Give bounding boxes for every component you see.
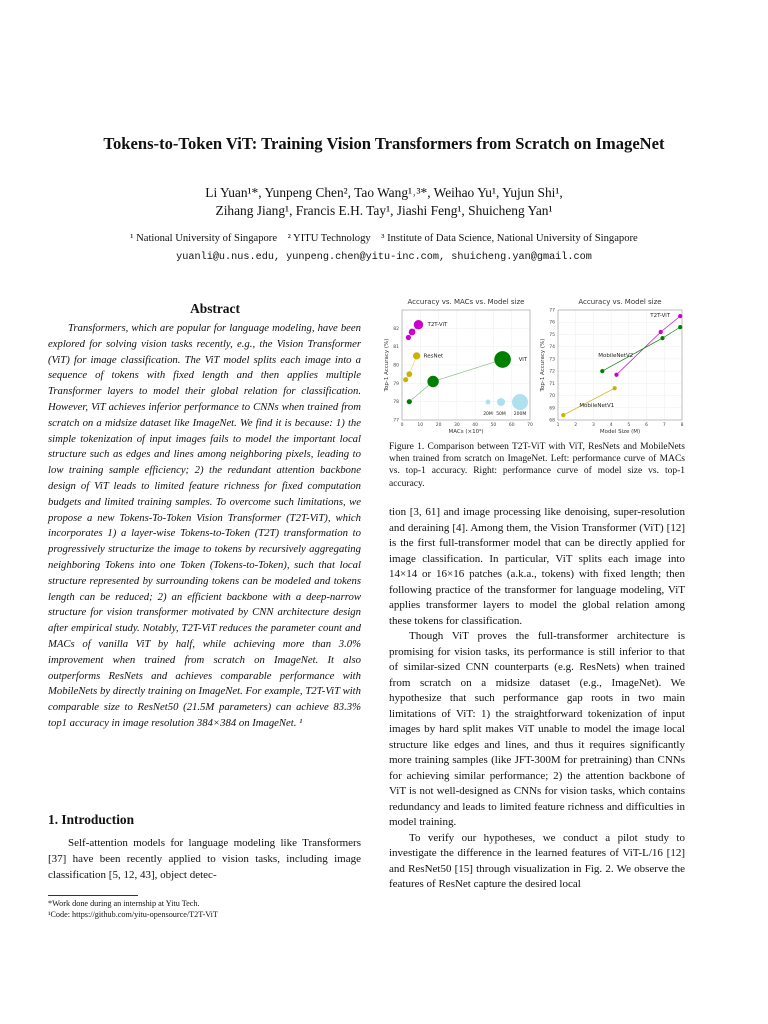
- size-legend-label: 200M: [513, 412, 527, 417]
- chart-macs-vs-accuracy: [384, 298, 533, 435]
- series-line: [602, 327, 680, 371]
- footnote-rule: [48, 895, 138, 896]
- x-tick-label: 50: [490, 423, 497, 428]
- x-tick-label: 2: [574, 423, 578, 428]
- y-tick-label: 74: [549, 345, 555, 351]
- series-label: T2T-ViT: [650, 313, 671, 320]
- y-tick-label: 77: [393, 418, 399, 424]
- footnote-1: *Work done during an internship at Yitu Tech.: [48, 899, 200, 908]
- y-tick-label: 75: [549, 332, 555, 338]
- data-point: [414, 320, 423, 329]
- y-tick-label: 78: [393, 400, 399, 406]
- authors-line-1: Li Yuan¹*, Yunpeng Chen², Tao Wang¹˒³*, Weihao Yu¹, Yujun Shi¹,: [205, 185, 563, 200]
- series-line: [616, 316, 680, 375]
- right-column-body: [389, 505, 685, 893]
- y-tick-label: 68: [549, 418, 555, 424]
- chart-title: Accuracy vs. Model size: [578, 298, 662, 306]
- y-tick-label: 79: [393, 381, 399, 387]
- x-tick-label: 3: [591, 423, 595, 428]
- data-point: [413, 352, 420, 359]
- series-line: [409, 360, 502, 402]
- series-label: T2T-ViT: [427, 322, 448, 329]
- y-tick-label: 70: [549, 394, 555, 400]
- section-heading-introduction: 1. Introduction: [48, 812, 135, 827]
- data-point: [409, 329, 416, 336]
- x-axis-label: Model Size (M): [599, 429, 641, 435]
- right-paragraph-2: Though ViT proves the full-transformer architecture is promising for vision tasks, its performance is still inferior to that of similar-sized CNN counterparts (e.g. ResNets) when trained from scratch on a midsize dataset (e.g., ImageNet). We hypothesize that such performance gap roots in two main limitations of ViT: 1) the straightforward tokenization of input images by hard split makes ViT unable to model the image local structure like edges and lines, and thus it requires significantly more training samples (like JFT-300M for pretraining) than CNNs for achieving similar performance; 2) the attention backbone of ViT is not well-designed as CNNs for vision tasks, which contains redundancy and leads to limited feature richness and difficulties in model training.: [389, 630, 685, 828]
- size-legend-bubble: [497, 398, 505, 406]
- data-point: [407, 399, 412, 404]
- y-axis-label: Top-1 Accuracy (%): [540, 338, 546, 392]
- data-point: [613, 386, 617, 390]
- series-line: [563, 388, 614, 415]
- author-emails: yuanli@u.nus.edu, yunpeng.chen@yitu-inc.com, shuicheng.yan@gmail.com: [176, 252, 592, 263]
- plot-frame: [558, 310, 682, 420]
- size-legend-label: 20M: [483, 412, 493, 417]
- y-tick-label: 69: [549, 406, 555, 412]
- abstract-body: [48, 321, 361, 732]
- x-tick-label: 4: [609, 423, 613, 428]
- y-tick-label: 81: [393, 345, 399, 351]
- y-tick-label: 76: [549, 320, 555, 326]
- figure-1: [384, 298, 688, 440]
- data-point: [678, 314, 682, 318]
- data-point: [600, 369, 604, 373]
- introduction-body: [48, 836, 361, 883]
- data-point: [678, 325, 682, 329]
- footnote-2: ¹Code: https://github.com/yitu-opensource/T2T-ViT: [48, 910, 218, 919]
- x-tick-label: 10: [417, 423, 424, 428]
- authors-line-2: Zihang Jiang¹, Francis E.H. Tay¹, Jiashi Feng¹, Shuicheng Yan¹: [215, 203, 553, 218]
- chart-modelsize-vs-accuracy: [540, 298, 684, 435]
- data-point: [494, 351, 511, 368]
- y-tick-label: 80: [393, 363, 399, 369]
- footnotes: [48, 898, 361, 920]
- x-axis-label: MACs (×10⁹): [448, 429, 484, 435]
- affiliations: ¹ National University of Singapore ² YITU Technology ³ Institute of Data Science, National University of Singapore: [130, 233, 638, 244]
- data-point: [406, 371, 412, 377]
- x-tick-label: 8: [680, 423, 684, 428]
- x-tick-label: 5: [627, 423, 631, 428]
- y-axis-label: Top-1 Accuracy (%): [384, 338, 390, 392]
- data-point: [614, 373, 618, 377]
- x-tick-label: 0: [400, 423, 404, 428]
- x-tick-label: 60: [508, 423, 515, 428]
- size-legend-bubble: [486, 400, 491, 405]
- y-tick-label: 71: [549, 381, 555, 387]
- data-point: [403, 377, 408, 382]
- x-tick-label: 70: [527, 423, 533, 428]
- intro-paragraph-1: Self-attention models for language modeling like Transformers [37] have been recently applied to vision tasks, including image classification [5, 12, 43], object detec-: [48, 837, 361, 881]
- data-point: [406, 335, 411, 340]
- y-tick-label: 82: [393, 326, 399, 332]
- size-legend-bubble: [512, 394, 528, 410]
- series-label: ResNet: [423, 353, 444, 360]
- right-paragraph-1: tion [3, 61] and image processing like denoising, super-resolution and deraining [4]. Among them, the Vision Transformer (ViT) [12] is the first full-transformer model that can be directly applied for image classification. In particular, ViT splits each image into 14×14 or 16×16 patches (a.k.a., tokens) with fixed length; then following practice of the transformer for language modeling, ViT applies transformer layers to model the global relation among these tokens for classification.: [389, 506, 685, 627]
- chart-title: Accuracy vs. MACs vs. Model size: [407, 298, 525, 306]
- figure-1-caption: Figure 1. Comparison between T2T-ViT with ViT, ResNets and MobileNets when trained from scratch on ImageNet. Left: performance curve of MACs vs. top-1 accuracy. Right: performance curve of model size vs. top-1 accuracy.: [389, 442, 685, 489]
- x-tick-label: 20: [435, 423, 442, 428]
- y-tick-label: 77: [549, 308, 555, 314]
- data-point: [659, 330, 663, 334]
- y-tick-label: 73: [549, 357, 555, 363]
- series-label: ViT: [518, 357, 528, 363]
- size-legend-label: 50M: [496, 412, 506, 417]
- data-point: [427, 376, 438, 387]
- data-point: [561, 413, 565, 417]
- right-paragraph-3: To verify our hypotheses, we conduct a pilot study to investigate the difference in the learned features of ViT-L/16 [12] and ResNet50 [15] through visualization in Fig. 2. We observe the features of ResNet capture the desired local: [389, 831, 685, 890]
- y-tick-label: 72: [549, 369, 555, 375]
- data-point: [660, 336, 664, 340]
- series-label: MobileNetV1: [579, 403, 615, 410]
- paper-title: Tokens-to-Token ViT: Training Vision Transformers from Scratch on ImageNet: [103, 134, 665, 153]
- x-tick-label: 7: [662, 423, 666, 428]
- x-tick-label: 1: [556, 423, 560, 428]
- abstract-heading: Abstract: [190, 301, 240, 316]
- x-tick-label: 6: [645, 423, 649, 428]
- x-tick-label: 30: [453, 423, 460, 428]
- series-label: MobileNetV2: [598, 353, 634, 360]
- x-tick-label: 40: [472, 423, 479, 428]
- abstract-text: Transformers, which are popular for language modeling, have been explored for solving vision tasks recently, e.g., the Vision Transformer (ViT) for image classification. The ViT model splits each image into a sequence of tokens with fixed length and then applies multiple Transformer layers to model their global relation for classification. However, ViT achieves inferior performance to CNNs when trained from scratch on a midsize dataset like ImageNet. We find it is because: 1) the simple tokenization of input images fails to model the important local structure such as edges and lines among neighboring pixels, leading to low training sample efficiency; 2) the redundant attention backbone design of ViT leads to limited feature richness for fixed computation budgets and limited training samples. To overcome such limitations, we propose a new Tokens-To-Token Vision Transformer (T2T-ViT), which incorporates 1) a layer-wise Tokens-to-Token (T2T) transformation to progressively structurize the image to tokens by recursively aggregating neighboring Tokens into one Token (Tokens-to-Token), such that local structure represented by surrounding tokens can be modeled and tokens length can be reduced; 2) an efficient backbone with a deep-narrow structure for vision transformer motivated by CNN architecture design after empirical study. Notably, T2T-ViT reduces the parameter count and MACs of vanilla ViT by half, while achieving more than 3.0% improvement when trained from scratch on ImageNet. It also outperforms ResNets and achieves comparable performance with MobileNets by directly training on ImageNet. For example, T2T-ViT with comparable size to ResNet50 (21.5M parameters) can achieve 83.3% top1 accuracy in image resolution 384×384 on ImageNet. ¹: [48, 322, 361, 729]
